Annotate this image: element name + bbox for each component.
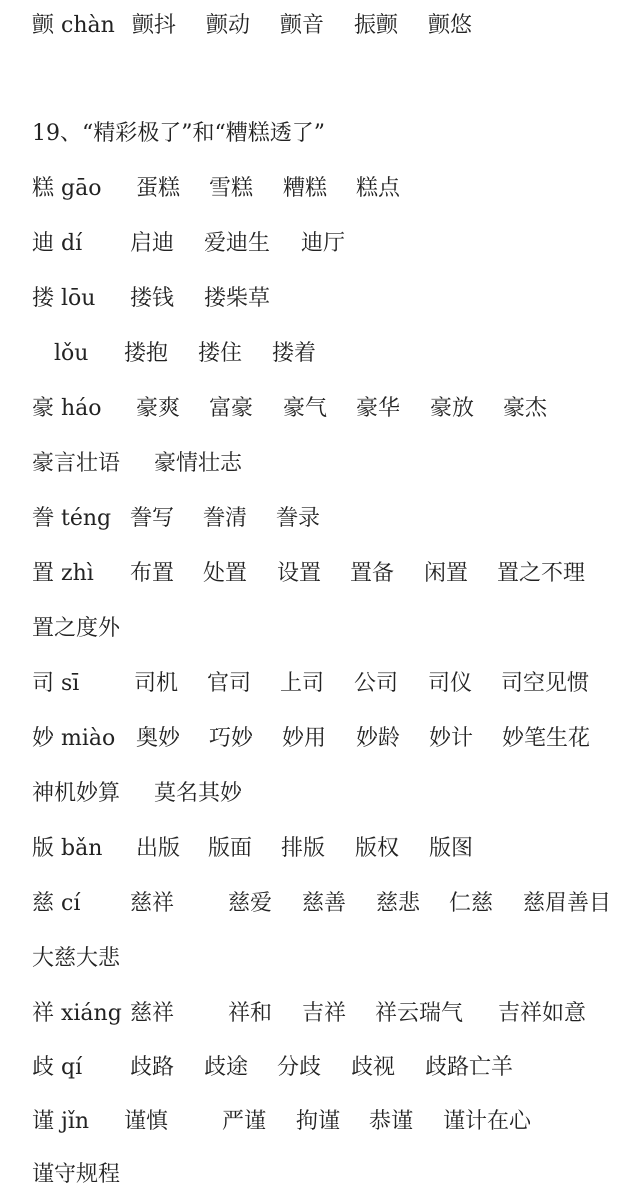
word: 搂钱 xyxy=(130,286,175,311)
word: 谨计在心 xyxy=(443,1109,532,1134)
word: 慈祥 xyxy=(130,1001,175,1026)
char-pinyin: 谨 jǐn xyxy=(32,1109,90,1134)
word: 颤动 xyxy=(206,13,251,38)
word: 豪爽 xyxy=(136,396,181,421)
word: 颤音 xyxy=(280,13,325,38)
word: 富豪 xyxy=(209,396,254,421)
word: 糕点 xyxy=(356,176,401,201)
word: 誊录 xyxy=(276,506,321,531)
word: 歧视 xyxy=(351,1055,396,1080)
word: 司仪 xyxy=(428,671,473,696)
word: 祥云瑞气 xyxy=(375,1001,464,1026)
word: 谨慎 xyxy=(124,1109,169,1134)
word: 搂柴草 xyxy=(204,286,271,311)
word: 启迪 xyxy=(130,231,175,256)
word: 豪杰 xyxy=(503,396,548,421)
word: 出版 xyxy=(136,836,181,861)
word: 莫名其妙 xyxy=(154,781,243,806)
word: 慈祥 xyxy=(130,891,175,916)
word: 恭谨 xyxy=(369,1109,414,1134)
word: 版图 xyxy=(429,836,474,861)
word: 司空见惯 xyxy=(501,671,590,696)
word: 上司 xyxy=(280,671,325,696)
word: 妙笔生花 xyxy=(502,726,591,751)
word: 版权 xyxy=(355,836,400,861)
word: 爱迪生 xyxy=(204,231,271,256)
word: 搂抱 xyxy=(124,341,169,366)
word: 吉祥如意 xyxy=(498,1001,587,1026)
char-pinyin: 版 bǎn xyxy=(32,836,103,861)
char-pinyin: 司 sī xyxy=(32,671,80,696)
word: 歧路亡羊 xyxy=(425,1055,514,1080)
word: 妙计 xyxy=(429,726,474,751)
word: 搂着 xyxy=(272,341,317,366)
word: 神机妙算 xyxy=(32,781,121,806)
word: 慈悲 xyxy=(376,891,421,916)
word: 公司 xyxy=(354,671,399,696)
char-pinyin: 糕 gāo xyxy=(32,176,102,201)
char-pinyin: 妙 miào xyxy=(32,726,116,751)
word: 奥妙 xyxy=(136,726,181,751)
char-pinyin: 歧 qí xyxy=(32,1055,83,1080)
char-pinyin: 迪 dí xyxy=(32,231,83,256)
word: 分歧 xyxy=(277,1055,322,1080)
char-pinyin: 搂 lōu xyxy=(32,286,96,311)
word: 大慈大悲 xyxy=(32,946,121,971)
word: 设置 xyxy=(277,561,322,586)
word: 豪情壮志 xyxy=(154,451,243,476)
section-heading: 19、“精彩极了”和“糟糕透了” xyxy=(32,121,325,146)
word: 闲置 xyxy=(424,561,469,586)
word: 司机 xyxy=(134,671,179,696)
word: 誊清 xyxy=(203,506,248,531)
word: 拘谨 xyxy=(296,1109,341,1134)
word: 官司 xyxy=(207,671,252,696)
word: 颤悠 xyxy=(428,13,473,38)
word: 歧途 xyxy=(204,1055,249,1080)
word: 谨守规程 xyxy=(32,1162,121,1187)
word: 迪厅 xyxy=(301,231,346,256)
word: 妙龄 xyxy=(356,726,401,751)
word: 糟糕 xyxy=(283,176,328,201)
word: 处置 xyxy=(203,561,248,586)
word: 布置 xyxy=(130,561,175,586)
word: 慈善 xyxy=(302,891,347,916)
word: 妙用 xyxy=(282,726,327,751)
word: 搂住 xyxy=(198,341,243,366)
word: 置之不理 xyxy=(497,561,586,586)
word: 严谨 xyxy=(222,1109,267,1134)
word: 版面 xyxy=(208,836,253,861)
word: 置之度外 xyxy=(32,616,121,641)
word: 排版 xyxy=(281,836,326,861)
word: 颤抖 xyxy=(132,13,177,38)
word: 祥和 xyxy=(228,1001,273,1026)
word: 豪气 xyxy=(283,396,328,421)
word: 慈爱 xyxy=(228,891,273,916)
word: 誊写 xyxy=(130,506,175,531)
word: 雪糕 xyxy=(209,176,254,201)
char-pinyin: 颤 chàn xyxy=(32,13,115,38)
word: 仁慈 xyxy=(449,891,494,916)
word: 豪放 xyxy=(430,396,475,421)
char-pinyin: 誊 téng xyxy=(32,506,112,531)
word: 歧路 xyxy=(130,1055,175,1080)
word: 豪华 xyxy=(356,396,401,421)
word: 吉祥 xyxy=(302,1001,347,1026)
char-pinyin: 置 zhì xyxy=(32,561,94,586)
word: 豪言壮语 xyxy=(32,451,121,476)
word: 蛋糕 xyxy=(136,176,181,201)
char-pinyin: 豪 háo xyxy=(32,396,102,421)
char-pinyin: 慈 cí xyxy=(32,891,81,916)
char-pinyin: 祥 xiáng xyxy=(32,1001,122,1026)
word: 巧妙 xyxy=(209,726,254,751)
word: 慈眉善目 xyxy=(523,891,612,916)
char-pinyin: lǒu xyxy=(54,341,89,366)
word: 振颤 xyxy=(354,13,399,38)
word: 置备 xyxy=(350,561,395,586)
